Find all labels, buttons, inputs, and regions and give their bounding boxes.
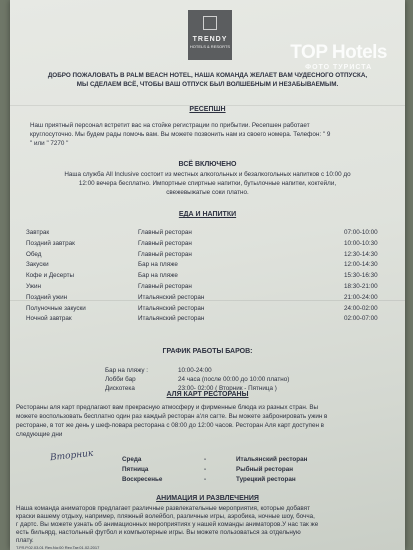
alacarte-text-3: ресторане, в тот же день у шеф-повара ресторана с 08:00 до 12:00 часов. Ресторан Аля карт доступен в [16, 422, 325, 429]
restaurant-dash: - [204, 476, 207, 483]
food-row-meal: Закуски [26, 261, 49, 269]
food-row-time: 12:00-14:30 [344, 261, 378, 269]
food-row-meal: Полуночные закуски [26, 304, 86, 312]
reception-text-3: " или " 7270 " [30, 140, 69, 147]
restaurant-dash: - [204, 456, 207, 463]
restaurant-name: Рыбный ресторан [236, 466, 294, 473]
welcome-line-1: ДОБРО ПОЖАЛОВАТЬ В PALM BEACH HOTEL, НАША КОМАНДА ЖЕЛАЕТ ВАМ ЧУДЕСНОГО ОТПУСКА, [47, 72, 368, 79]
alacarte-text-4: следующие дни [16, 431, 63, 438]
food-row-place: Бар на пляже [138, 272, 178, 280]
food-row-time: 15:30-16:30 [344, 272, 378, 280]
food-row-place: Главный ресторан [138, 283, 192, 290]
food-row-time: 07:00-10:00 [344, 229, 378, 236]
bar-row-name: Бар на пляжу : [105, 367, 149, 374]
section-title-reception: РЕСЕПШН [189, 106, 226, 113]
watermark-title: TOP Hotels [290, 42, 387, 63]
animation-text-5: плату. [16, 537, 34, 544]
animation-text-1: Наша команда аниматоров предлагает различные развлекательные мероприятия, которые добавят [16, 505, 310, 512]
restaurant-day: Среда [122, 456, 142, 463]
food-row-place: Итальянский ресторан [138, 293, 205, 301]
hotel-logo [188, 10, 232, 60]
bar-row-name: Лобби бар [105, 376, 136, 383]
restaurant-dash: - [204, 466, 207, 473]
restaurant-name: Турецкий ресторан [236, 476, 296, 483]
all-inclusive-text-1: Наша служба All Inclusive состоит из местных алкогольных и безалкогольных напитков с 10:00 до [64, 171, 351, 178]
food-row-time: 24:00-02:00 [344, 304, 378, 312]
food-row-place: Итальянский ресторан [138, 315, 205, 323]
food-row-time: 02:00-07:00 [344, 315, 378, 323]
food-row-place: Бар на пляже [138, 261, 178, 269]
food-row-time: 12:30-14:30 [344, 250, 378, 258]
animation-text-3: г дартс. Вы можете узнать об анимационных мероприятиях у нашей команды аниматоров.У нас так же [16, 521, 319, 528]
all-inclusive-text-2: 12:00 вечера бесплатно. Импортные спиртные напитки, бутылочные напитки, коктейли, [78, 180, 337, 187]
food-row-meal: Поздний ужин [26, 293, 68, 301]
food-row-meal: Поздний завтрак [26, 239, 75, 247]
logo-mark-icon [203, 16, 217, 30]
food-row-time: 10:00-10:30 [344, 239, 378, 247]
reception-text-1: Наш приятный персонал встретит вас на стойке регистрации по прибытии. Ресепшен работает [30, 122, 310, 129]
handwritten-note: Вторник [49, 448, 94, 464]
watermark [290, 42, 387, 71]
logo-name: TRENDY [192, 36, 228, 43]
food-row-time: 18:30-21:00 [344, 283, 378, 290]
food-row-place: Главный ресторан [138, 229, 192, 236]
animation-text-2: краски вашему отдыху, например, пляжный волейбол, различные игры, аэробика, ночные шоу, бочча, [16, 513, 315, 520]
section-title-food: ЕДА И НАПИТКИ [178, 211, 237, 218]
food-row-place: Итальянский ресторан [138, 304, 205, 312]
food-row-place: Главный ресторан [138, 239, 192, 247]
restaurant-day: Пятница [122, 466, 149, 473]
food-row-meal: Обед [26, 250, 42, 258]
reception-text-2: круглосуточно. Мы будем рады помочь вам. Вы можете позвонить нам из своего номера. Телефон: " 9 [30, 131, 331, 138]
document-footer: Т.РЛ.Р.02.03.01 Rev.No:00 Rev.Tar:01.02.2017 [16, 545, 100, 550]
bar-row-hours: 10:00-24:00 [178, 367, 212, 374]
food-row-meal: Завтрак [26, 229, 50, 236]
restaurant-name: Итальянский ресторан [236, 456, 308, 463]
food-row-time: 21:00-24:00 [344, 293, 378, 301]
section-title-animation: АНИМАЦИЯ И РАЗВЛЕЧЕНИЯ [156, 495, 259, 502]
section-title-alacarte: АЛЯ КАРТ РЕСТОРАНЫ [166, 391, 249, 398]
logo-subtitle: HOTELS & RESORTS [189, 44, 231, 49]
restaurant-day: Воскресенье [122, 476, 163, 483]
food-row-meal: Ночной завтрак [26, 315, 72, 323]
welcome-line-2: МЫ СДЕЛАЕМ ВСЁ, ЧТОБЫ ВАШ ОТПУСК БЫЛ ВОЛШЕБНЫМ И НЕЗАБЫВАЕМЫМ. [76, 81, 339, 88]
section-title-all-inclusive: ВСЁ ВКЛЮЧЕНО [178, 161, 237, 168]
bar-row-name: Дискотека [105, 385, 135, 392]
watermark-subtitle: ФОТО ТУРИСТА [305, 64, 373, 71]
section-title-bars: ГРАФИК РАБОТЫ БАРОВ: [162, 348, 253, 355]
info-sheet [10, 0, 405, 550]
bar-row-hours: 24 часа (после 00:00 до 10:00 платно) [178, 376, 290, 383]
bar-row-hours: 23:00- 02:00 ( Вторник - Пятница ) [178, 385, 277, 392]
food-row-meal: Кофе и Десерты [26, 272, 75, 280]
food-row-meal: Ужин [26, 283, 41, 290]
all-inclusive-text-3: свежевыжатые соки платно. [166, 189, 249, 196]
animation-text-4: есть бильярд, настольный футбол и компьютерные игры. Вы можете пользоваться за отдельную [16, 529, 301, 536]
alacarte-text-2: можете воспользовать бесплатно один раз каждый ресторан а'ля сагте. Вы можете забронировать ужин в [16, 413, 328, 420]
alacarte-text-1: Рестораны аля карт предлагают вам прекрасную атмосферу и фирменные блюда из разных стран. Вы [16, 404, 319, 411]
food-row-place: Главный ресторан [138, 250, 192, 258]
